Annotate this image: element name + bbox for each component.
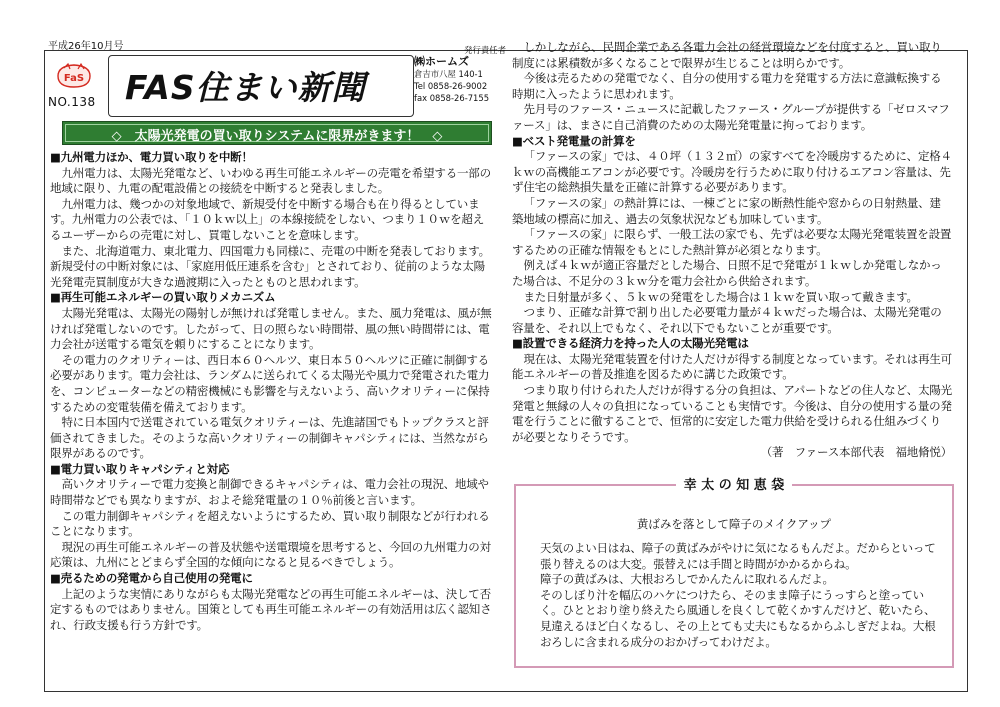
section-heading: ■ベスト発電量の計算を: [512, 133, 636, 148]
publisher-fax: fax 0858-26-7155: [414, 93, 490, 103]
section-heading: ■再生可能エネルギーの買い取りメカニズム: [50, 290, 276, 305]
fas-logo: [54, 62, 94, 90]
author-signature: （著 ファース本部代表 福地脩悦）: [760, 445, 952, 460]
paragraph: また、北海道電力、東北電力、四国電力も同様に、売電の中断を発表しております。新規受付の中断対象には、「家庭用低圧連系を含む」とされており、従前のような太陽光発電売買制度が大きな過渡期に入ったとものと思われます。: [50, 243, 490, 289]
paragraph: この電力制御キャパシティを超えないようにするため、買い取り制限などが行われることになります。: [50, 508, 490, 539]
masthead: [108, 55, 414, 117]
tips-paragraph: 障子の黄ばみは、大根おろしでかんたんに取れるんだよ。: [540, 572, 834, 587]
tips-column-subtitle: 黄ばみを落として障子のメイクアップ: [636, 517, 832, 531]
paragraph: 例えば４ｋｗが適正容量だとした場合、日照不足で発電が１ｋｗしか発電しなかった場合は、不足分の３ｋｗ分を電力会社から供給されます。: [512, 258, 942, 288]
paragraph: 高いクオリティーで電力変換と制御できるキャパシティは、電力会社の現況、地域や時間帯などでも異なりますが、およそ総発電量の１０％前後と言います。: [50, 477, 489, 508]
tips-column-box: [514, 478, 954, 668]
paragraph: その電力のクオリティーは、西日本６０ヘルツ、東日本５０ヘルツに正確に制御する必要があります。電力会社は、ランダムに送られてくる太陽光や風力で発電された電力を、コンピューターなどの精密機械にも影響を与えないよう、高いクオリティーに保持するための変電装備を備えております。: [50, 352, 490, 414]
publisher-tel: Tel 0858-26-9002: [414, 81, 488, 91]
publisher-info: [414, 44, 506, 104]
tips-column-body: [540, 541, 940, 650]
headline-text: ◇ 太陽光発電の買い取りシステムに限界がきます！ ◇: [111, 129, 443, 144]
paragraph: また日射量が多く、５ｋｗの発電をした場合は１ｋｗを買い取って戴きます。: [523, 289, 918, 304]
issue-date: 平成26年10月号: [48, 41, 124, 52]
paragraph: 「ファースの家」では、４０坪（１３２㎡）の家すべてを冷暖房するために、定格４ｋｗの高機能エアコンが必要です。冷暖房を行うために取り付けるエアコン容量は、先ず住宅の総熱損失量を正確に計算する必要があります。: [512, 149, 952, 195]
section-heading: ■九州電力ほか、電力買い取りを中断！: [50, 150, 253, 164]
section-heading: ■電力買い取りキャパシティと対応: [50, 461, 230, 476]
issue-number: NO.138: [48, 95, 96, 109]
tips-column-title: 幸 太 の 知 恵 袋: [676, 478, 793, 493]
paragraph: 九州電力は、幾つかの対象地域で、新規受付を中断する場合も在り得るとしています。九州電力の公表では、「１０ｋｗ以上」の本線接続をしない、つまり１０ｗを超えるユーザーからの売電に対し、買電しないことを意味します。: [50, 196, 485, 242]
logo-text: FaS: [63, 73, 85, 84]
left-column: [50, 150, 495, 633]
paragraph: しかしながら、民間企業である各電力会社の経営環境などを付度すると、買い取り制度には累積数が多くなることで限界が生じることは明らかです。: [512, 40, 942, 70]
paragraph: 太陽光発電は、太陽光の陽射しが無ければ発電しません。また、風力発電は、風が無ければ発電しないのです。したがって、日の照らない時間帯、風の無い時間帯には、電力会社が送電する電気を頼りにすることになります。: [50, 305, 492, 352]
headline-banner: [62, 121, 492, 145]
section-heading: ■設置できる経済力を持った人の太陽光発電は: [512, 336, 749, 351]
tips-paragraph: 天気のよい日はね、障子の黄ばみがやけに気になるもんだよ。だからといって張り替えるのは大変。張替えには手間と時間がかかるからね。: [540, 541, 936, 571]
paragraph: 「ファースの家」の熱計算には、一棟ごとに家の断熱性能や窓からの日射熱量、建築地域の標高に加え、過去の気象状況なども加味しています。: [512, 195, 941, 226]
publisher-company: ㈱ホームズ: [414, 55, 469, 68]
section-heading: ■売るための発電から自己使用の発電に: [50, 571, 253, 586]
publisher-address: 倉吉市八屋 140-1: [414, 69, 483, 79]
paragraph: 現在は、太陽光発電装置を付けた人だけが得する制度となっています。それは再生可能エネルギーの普及推進を図るために講じた政策です。: [512, 351, 952, 382]
masthead-title: FAS住まい新聞: [125, 68, 366, 107]
paragraph: 「ファースの家」に限らず、一般工法の家でも、先ずは必要な太陽光発電装置を設置するための正確な情報をもとにした熱計算が必須となります。: [512, 227, 952, 257]
paragraph: 上記のような実情にありながらも太陽光発電などの再生可能エネルギーは、決して否定するものではありません。国策としても再生可能エネルギーの有効活用は広く認知され、行政支援も行う方針です。: [50, 586, 492, 632]
right-column: [512, 40, 952, 461]
paragraph: 九州電力は、太陽光発電など、いわゆる再生可能エネルギーの売電を希望する一部の地域に限り、九電の配電設備との接続を中断すると発表しました。: [50, 165, 491, 196]
paragraph: 先月号のファース・ニュースに記載したファース・グループが提供する「ゼロスマファース」は、まさに自己消費のための太陽光発電量に拘っております。: [512, 102, 950, 132]
paragraph: 現況の再生可能エネルギーの普及状態や送電環境を思考すると、今回の九州電力の対応策は、九州にとどまらず全国的な傾向になると見るべきでしょう。: [50, 539, 491, 570]
paragraph: 今後は売るための発電でなく、自分の使用する電力を発電する方法に意識転換する時期に入ったように思われます。: [512, 71, 942, 101]
paragraph: 特に日本国内で送電されている電気クオリティーは、先進諸国でもトップクラスと評価されてきました。そのような高いクオリティーの制御キャパシティには、当然ながら限界があるのです。: [50, 415, 489, 461]
publisher-label: 発行責任者: [464, 45, 506, 55]
paragraph: つまり取り付けられた人だけが得する分の負担は、アパートなどの住人など、太陽光発電と無縁の人々の負担になっていることも実情です。今後は、自分の使用する量の発電を行うことに徹することで、恒常的に安定した電力供給を受けられる仕組みづくりが必要となりそうです。: [512, 383, 952, 444]
paragraph: つまり、正確な計算で割り出した必要電力量が４ｋｗだった場合は、太陽光発電の容量を、それ以上でもなく、それ以下でもないことが重要です。: [512, 305, 942, 335]
tips-paragraph: そのしぼり汁を幅広のハケにつけたら、そのまま障子にうっすらと塗っていく。ひととおり塗り終えたら風通しを良くして乾くかすんだけど、乾いたら、見違えるほど白くなるし、その上とても丈夫にもなるからふしぎだよね。大根おろしに含まれる成分のおかげってわけだよ。: [540, 587, 936, 649]
